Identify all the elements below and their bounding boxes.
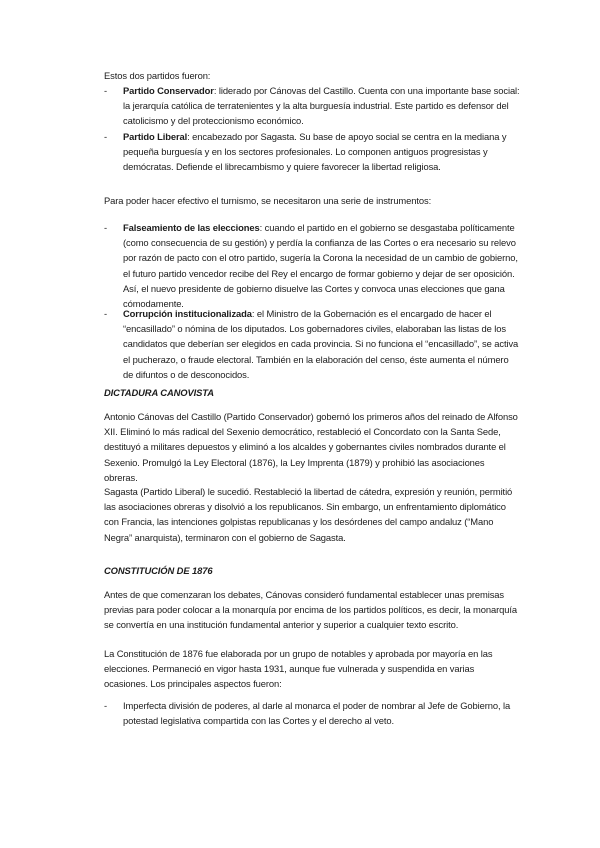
- list-item-term: Partido Liberal: [123, 131, 188, 142]
- list-item-body: Imperfecta división de poderes, al darle al monarca el poder de nombrar al Jefe de Gobierno, la potestad legislativa compartida con las Cortes y el derecho al veto.: [123, 700, 511, 727]
- list-item-body: : liderado por Cánovas del Castillo. Cuenta con una importante base social: la jerarquía católica de terratenientes y la alta burguesía industrial. Este partido es defensor del catolicismo y del proteccionismo económico.: [123, 85, 520, 127]
- list-dash: -: [104, 131, 108, 142]
- list-item-term: Falseamiento de las elecciones: [123, 222, 260, 233]
- dictadura-paragraph-1: Antonio Cánovas del Castillo (Partido Conservador) gobernó los primeros años del reinado de Alfonso XII. Eliminó lo más radical del Sexenio democrático, restableció el Concordato con la Santa Sede, destituyó a militares depuestos y eliminó a los alcaldes y gobernantes civiles nombrados durante el Sexenio. Promulgó la Ley Electoral (1876), la Ley Imprenta (1879) y prohibió las asociaciones obreras.: [104, 411, 518, 483]
- list-item-partido-liberal: [104, 129, 520, 175]
- list-item-term: Partido Conservador: [123, 85, 214, 96]
- list-item-term: Corrupción institucionalizada: [123, 308, 252, 319]
- list-item-text: [123, 306, 520, 382]
- list-item-body: : encabezado por Sagasta. Su base de apoyo social se centra en la mediana y pequeña burguesía y en los sectores profesionales. Lo componen antiguos progresistas y demócratas. Defiende el librecambismo y quiere favorecer la libertad religiosa.: [123, 131, 507, 173]
- list-item-text: [123, 83, 520, 129]
- list-dash: -: [104, 85, 108, 96]
- list-item-corrupcion: [104, 306, 520, 382]
- dictadura-paragraph-2: Sagasta (Partido Liberal) le sucedió. Restableció la libertad de cátedra, expresión y reunión, permitió las asociaciones obreras y disolvió a los republicanos. Sin embargo, un enfrentamiento diplomático con Francia, las intenciones golpistas republicanas y los desórdenes del campo andaluz (“Mano Negra” anarquista), terminaron con el gobierno de Sagasta.: [104, 486, 513, 543]
- constitucion-paragraph-2: La Constitución de 1876 fue elaborada por un grupo de notables y aprobada por mayoría en las elecciones. Permaneció en vigor hasta 1931, aunque fue vulnerada y suspendida en varias ocasiones. Los principales aspectos fueron:: [104, 648, 493, 690]
- section-heading-constitucion: CONSTITUCIÓN DE 1876: [104, 565, 213, 576]
- list-item-division-poderes: [104, 698, 520, 728]
- list-item-body: : cuando el partido en el gobierno se desgastaba políticamente (como consecuencia de su gestión) y perdía la confianza de las Cortes o era necesario su relevo por razón de pacto con el otro partido, sugería la Corona la necesidad de un cambio de gobierno, el futuro partido vencedor recibe del Rey el encargo de formar gobierno y dejar de ser oposición. Así, el nuevo presidente de gobierno disuelve las Cortes y convoca unas elecciones que gana cómodamente.: [123, 222, 518, 310]
- list-dash: -: [104, 308, 108, 319]
- intro-text: Estos dos partidos fueron:: [104, 70, 211, 81]
- section-heading-dictadura: DICTADURA CANOVISTA: [104, 387, 214, 398]
- list-item-falseamiento: [104, 220, 520, 311]
- list-item-text: [123, 129, 520, 175]
- list-item-partido-conservador: [104, 83, 520, 129]
- list-dash: -: [104, 222, 108, 233]
- constitucion-paragraph-1: Antes de que comenzaran los debates, Cánovas consideró fundamental establecer unas premisas previas para poder colocar a la monarquía por encima de los partidos políticos, es decir, la monarquía se convertía en una institución fundamental anterior y superior a cualquier texto escrito.: [104, 589, 517, 631]
- list-item-body: : el Ministro de la Gobernación es el encargado de hacer el “encasillado” o nómina de los diputados. Los gobernadores civiles, elaboraban las listas de los candidatos que deberían ser elegidos en cada provincia. Si no funciona el “encasillado”, se activa el pucherazo, o fraude electoral. También en la elaboración del censo, éste aumenta el número de difuntos o de desconocidos.: [123, 308, 519, 380]
- list-dash: -: [104, 700, 108, 711]
- turnismo-intro-text: Para poder hacer efectivo el turnismo, se necesitaron una serie de instrumentos:: [104, 195, 432, 206]
- list-item-text: [123, 220, 520, 311]
